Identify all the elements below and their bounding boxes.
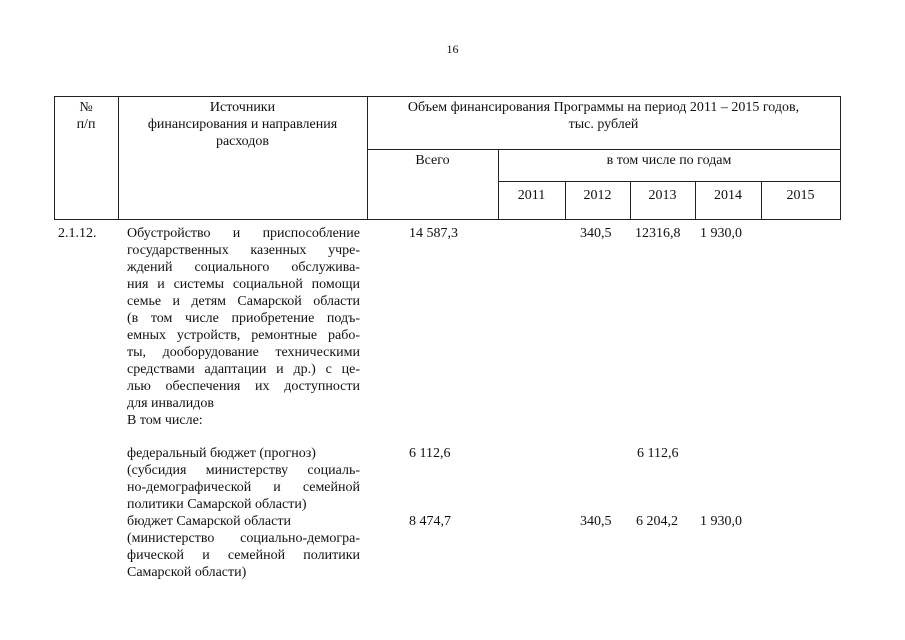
description-line: семье и детям Самарской области [127, 294, 360, 309]
row-description [127, 513, 360, 581]
header-source-line: расходов [215, 134, 270, 149]
description-line: федеральный бюджет (прогноз) [127, 446, 316, 461]
row-description [127, 445, 360, 513]
header-volume-title [367, 99, 840, 133]
header-year-2011: 2011 [517, 188, 546, 203]
row-2013: 6 204,2 [636, 514, 678, 529]
description-line: Самарской области) [127, 565, 247, 580]
header-source-line: Источники [209, 100, 276, 115]
header-year-2013: 2013 [648, 188, 677, 203]
page-number: 16 [446, 42, 459, 56]
description-line: лью обеспечения их доступности [127, 379, 360, 394]
row-2014: 1 930,0 [700, 514, 742, 529]
table-top-border [54, 96, 841, 97]
volume-title-divider [367, 149, 841, 150]
description-line: (в том числе приобретение подъ- [127, 311, 360, 326]
row-total: 8 474,7 [409, 514, 451, 529]
description-line: Обустройство и приспособление [127, 226, 360, 241]
right-border [840, 96, 841, 219]
header-num-line: п/п [76, 117, 96, 132]
description-line: фической и семейной политики [127, 548, 360, 563]
header-num-line: № [79, 100, 93, 115]
description-line: бюджет Самарской области [127, 514, 291, 529]
description-line: ждений социального обслужива- [127, 260, 360, 275]
header-by-years: в том числе по годам [606, 153, 732, 168]
description-line: государственных казенных учре- [127, 243, 360, 258]
header-year-2015: 2015 [786, 188, 815, 203]
row-number: 2.1.12. [58, 226, 97, 241]
row-2013: 12316,8 [635, 226, 681, 241]
header-num [54, 99, 118, 133]
description-line: ния и системы социальной помощи [127, 277, 360, 292]
row-2012: 340,5 [580, 226, 612, 241]
description-line: но-демографической и семейной [127, 480, 360, 495]
header-bottom-border [54, 219, 841, 220]
description-line: В том числе: [127, 413, 203, 428]
description-line: ты, дооборудование техническими [127, 345, 360, 360]
description-line: емных устройств, ремонтные рабо- [127, 328, 360, 343]
row-total: 6 112,6 [409, 446, 451, 461]
row-total: 14 587,3 [409, 226, 458, 241]
header-year-2014: 2014 [714, 188, 742, 203]
header-volume-line: тыс. рублей [568, 117, 639, 132]
description-line: средствами адаптации и др.) с це- [127, 362, 360, 377]
row-2013: 6 112,6 [637, 446, 679, 461]
row-2014: 1 930,0 [700, 226, 742, 241]
description-line: для инвалидов [127, 396, 215, 411]
header-total: Всего [415, 153, 450, 168]
description-line: политики Самарской области) [127, 497, 307, 512]
header-source [118, 99, 367, 150]
years-divider [498, 181, 841, 182]
header-source-line: финансирования и направления [147, 117, 338, 132]
header-year-2012: 2012 [583, 188, 612, 203]
description-line: (министерство социально-демогра- [127, 531, 360, 546]
row-2012: 340,5 [580, 514, 612, 529]
description-line: (субсидия министерству социаль- [127, 463, 360, 478]
header-volume-line: Объем финансирования Программы на период 2011 – 2015 годов, [407, 100, 800, 115]
row-description [127, 225, 360, 429]
